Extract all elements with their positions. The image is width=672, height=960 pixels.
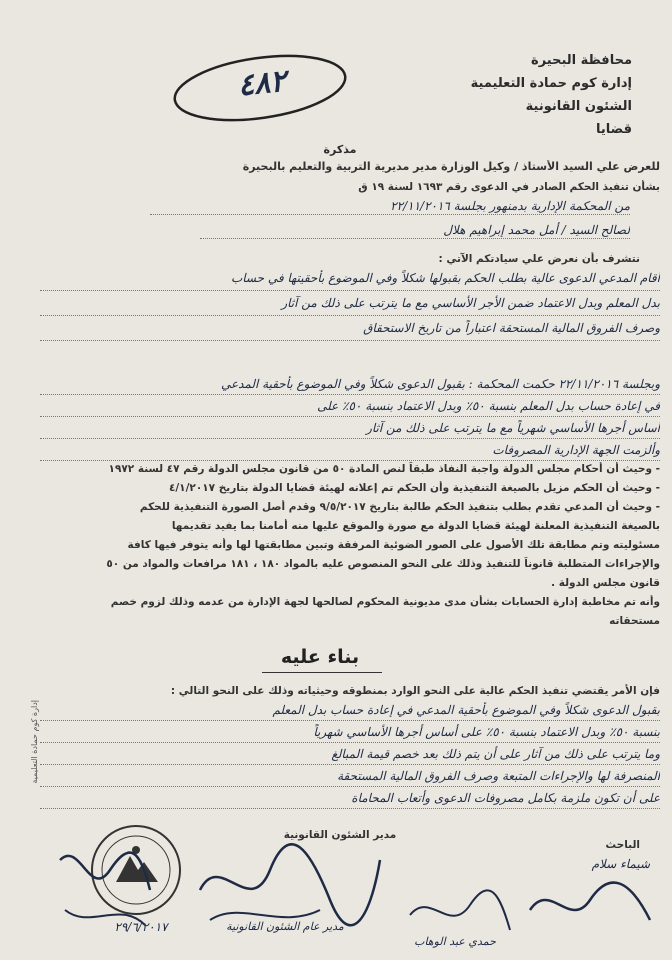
claim-line: بدل المعلم وبدل الاعتماد ضمن الأجر الأساسي مع ما يترتب على ذلك من آثار bbox=[40, 295, 660, 316]
conclusion-block bbox=[40, 702, 660, 809]
director-signature-note: مدير عام الشئون القانونية bbox=[226, 920, 344, 933]
reason-line: مسئوليته وتم مطابقة تلك الأصول على الصور الضوئية المرفقة وتبين مطابقتها لها وأنه يتوفر فيها كافة bbox=[127, 539, 660, 551]
court-line: من المحكمة الإدارية بدمنهور بجلسة ٢٢/١١/٢٠١٦ bbox=[150, 198, 630, 215]
stamp-text: إدارة كوم حمادة التعليمية bbox=[30, 700, 39, 784]
claim-line: أقام المدعي الدعوى عالية بطلب الحكم بقبولها شكلاً وفي الموضوع بأحقيتها في حساب bbox=[40, 270, 660, 291]
reasons-block bbox=[40, 462, 660, 633]
reason-line: بالصيغة التنفيذية المعلنة لهيئة قضايا الدولة مع صورة والموقع عليها منه أمامنا بما يفيد تقديمها bbox=[171, 520, 660, 532]
conclusion-line: وما يترتب على ذلك من آثار على أن يتم ذلك بعد خصم قيمة المبالغ bbox=[40, 746, 660, 765]
claim-line: وصرف الفروق المالية المستحقة اعتباراً من تاريخ الاستحقاق bbox=[40, 320, 660, 341]
reason-line: قانون مجلس الدولة . bbox=[551, 577, 660, 589]
date-note: ٢٩/٦/٢٠١٧ bbox=[114, 920, 168, 934]
reason-line: وأنه تم مخاطبة إدارة الحسابات بشأن مدى مديونية المحكوم لصالحها لجهة الإدارة من عدمه وذلك لزوم خصم bbox=[110, 596, 660, 608]
conclusion-line: المنصرفة لها والإجراءات المتبعة وصرف الفروق المالية المستحقة bbox=[40, 768, 660, 787]
governorate-label: محافظة البحيرة bbox=[531, 53, 632, 68]
reason-line: - وحيث أن أحكام مجلس الدولة واجبة النفاذ طبقاً لنص المادة ٥٠ من قانون مجلس الدولة رقم ٤٧ لسنة ١٩٧٢ bbox=[108, 463, 660, 475]
subject-line: بشأن تنفيذ الحكم الصادر في الدعوى رقم ١٦٩٣ لسنة ١٩ ق bbox=[358, 181, 660, 193]
conclusion-line: بقبول الدعوى شكلاً وفي الموضوع بأحقية المدعي في إعادة حساب بدل المعلم bbox=[40, 702, 660, 721]
conclusion-line: على أن تكون ملزمة بكامل مصروفات الدعوى وأتعاب المحاماة bbox=[40, 790, 660, 809]
researcher-signature bbox=[520, 870, 660, 950]
judgment-line: وبجلسة ٢٢/١١/٢٠١٦ حكمت المحكمة : بقبول الدعوى شكلاً وفي الموضوع بأحقية المدعي bbox=[40, 376, 660, 395]
judgment-line: في إعادة حساب بدل المعلم بنسبة ٥٠٪ وبدل الاعتماد بنسبة ٥٠٪ على bbox=[40, 398, 660, 417]
judgment-line: وألزمت الجهة الإدارية المصروفات bbox=[40, 442, 660, 461]
reason-line: - وحيث أن الحكم مزيل بالصيغة التنفيذية وأن الحكم تم إعلانه لهيئة قضايا الدولة بتاريخ ٤/١/٢٠١٧ bbox=[168, 482, 660, 494]
researcher-name: شيماء سلام bbox=[591, 857, 650, 871]
file-number-stamp bbox=[170, 52, 350, 124]
cases-label: قضايا bbox=[596, 122, 632, 137]
legal-director-title: مدير الشئون القانونية bbox=[283, 829, 397, 841]
memo-title: مذكرة bbox=[323, 143, 357, 156]
addressee-line: للعرض علي السيد الأستاذ / وكيل الوزارة مدير مديرية التربية والتعليم بالبحيرة bbox=[242, 160, 660, 173]
judgment-paragraph bbox=[40, 376, 660, 461]
heading-underline bbox=[262, 672, 382, 673]
file-number: ٤٨٢ bbox=[236, 63, 288, 104]
section-heading: بناء عليه bbox=[280, 646, 360, 668]
researcher-title: الباحث bbox=[605, 839, 640, 851]
legal-affairs-label: الشئون القانونية bbox=[525, 99, 632, 114]
letterhead bbox=[412, 52, 632, 138]
intro-line: نتشرف بأن نعرض علي سيادتكم الآتي : bbox=[438, 253, 640, 265]
reviewer-note: حمدي عبد الوهاب bbox=[414, 935, 496, 948]
reason-line: - وحيث أن المدعي تقدم بطلب بتنفيذ الحكم طالبة بتاريخ ٩/٥/٢٠١٧ وقدم أصل الصورة التنفيذية للحكم bbox=[139, 501, 660, 513]
conclusion-intro: فإن الأمر يقتضي تنفيذ الحكم عالية على النحو الوارد بمنطوقه وحيثياته وذلك على النحو التالي : bbox=[170, 685, 660, 697]
reason-line: والإجراءات المتطلبة قانوناً للتنفيذ وذلك على النحو المنصوص عليه بالمواد ١٨٠ ، ١٨١ مرافعات والمواد من ٥٠ bbox=[106, 558, 660, 570]
administration-label: إدارة كوم حمادة التعليمية bbox=[470, 76, 632, 91]
claim-paragraph bbox=[40, 270, 660, 341]
judgment-line: أساس أجرها الأساسي شهرياً مع ما يترتب على ذلك من آثار bbox=[40, 420, 660, 439]
reason-line: مستحقاته bbox=[609, 615, 660, 627]
conclusion-line: بنسبة ٥٠٪ وبدل الاعتماد بنسبة ٥٠٪ على أساس أجرها الأساسي شهرياً bbox=[40, 724, 660, 743]
beneficiary-line: لصالح السيد / أمل محمد إبراهيم هلال bbox=[200, 222, 630, 239]
